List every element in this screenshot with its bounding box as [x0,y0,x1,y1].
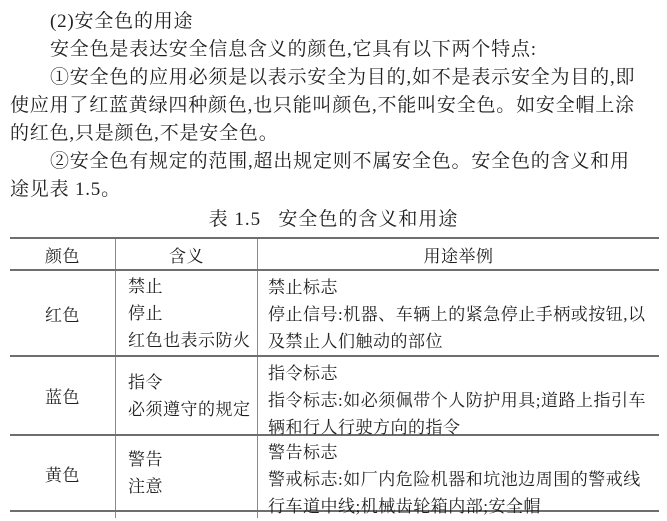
table-header-row [10,239,659,271]
table-header-usage: 用途举例 [257,239,659,269]
meaning-cell [115,271,257,355]
table-header-meaning: 含义 [115,239,257,269]
meaning-line: 注意 [128,477,163,496]
meaning-line: 红色也表示防火 [128,330,251,350]
table-truncated-row [10,512,659,518]
meaning-line: 必须遵守的规定 [128,399,251,419]
safety-color-table [10,237,659,518]
paragraph-line: 使应用了红蓝黄绿四种颜色,也只能叫颜色,不能叫安全色。如安全帽上涂 [10,95,635,116]
usage-line: 禁止标志 [268,278,338,297]
usage-line: 停止信号:机器、车辆上的紧急停止手柄或按钮,以 [268,305,646,324]
meaning-cell [115,357,257,434]
meaning-line: 停止 [128,303,163,323]
color-name-cell: 蓝色 [45,388,80,407]
usage-line: 辆和行人行驶方向的指令 [268,418,461,437]
paragraph-line: ①安全色的应用必须是以表示安全为目的,如不是表示安全为目的,即 [50,67,636,88]
table-row-blue [10,357,659,436]
paragraph-line: ②安全色有规定的范围,超出规定则不属安全色。安全色的含义和用 [50,151,630,172]
usage-line: 及禁止人们触动的部位 [268,332,443,351]
meaning-cell [115,436,257,510]
color-name-cell: 黄色 [45,465,80,485]
table-row-yellow [10,436,659,516]
meaning-line: 指令 [128,372,163,392]
body-text-block [0,0,667,204]
usage-line: 警戒标志:如厂内危险机器和坑池边周围的警戒线 [268,470,641,489]
table-row-red [10,271,659,357]
usage-cell [257,357,659,437]
meaning-line: 警告 [128,450,163,469]
truncated-cell [10,512,115,518]
paragraph-line: (2)安全色的用途 [50,11,194,32]
table-caption: 表 1.5 安全色的含义和用途 [208,209,459,230]
usage-line: 警告标志 [268,443,338,462]
paragraph-line: 安全色是表达安全信息含义的颜色,它具有以下两个特点: [50,39,537,60]
usage-line: 指令标志:如必须佩带个人防护用具;道路上指引车 [268,391,646,410]
paragraph-line: 途见表 1.5。 [10,179,121,200]
usage-cell [257,271,659,355]
paragraph-line: 的红色,只是颜色,不是安全色。 [10,123,279,144]
meaning-line: 禁止 [128,276,163,296]
color-name-cell: 红色 [45,305,80,325]
table-header-color: 颜色 [45,246,80,266]
usage-cell [257,436,659,516]
usage-line: 指令标志 [268,364,338,383]
usage-line: 行车道中线;机械齿轮箱内部;安全帽 [268,497,541,516]
truncated-cell [115,512,257,518]
truncated-cell [257,512,659,518]
